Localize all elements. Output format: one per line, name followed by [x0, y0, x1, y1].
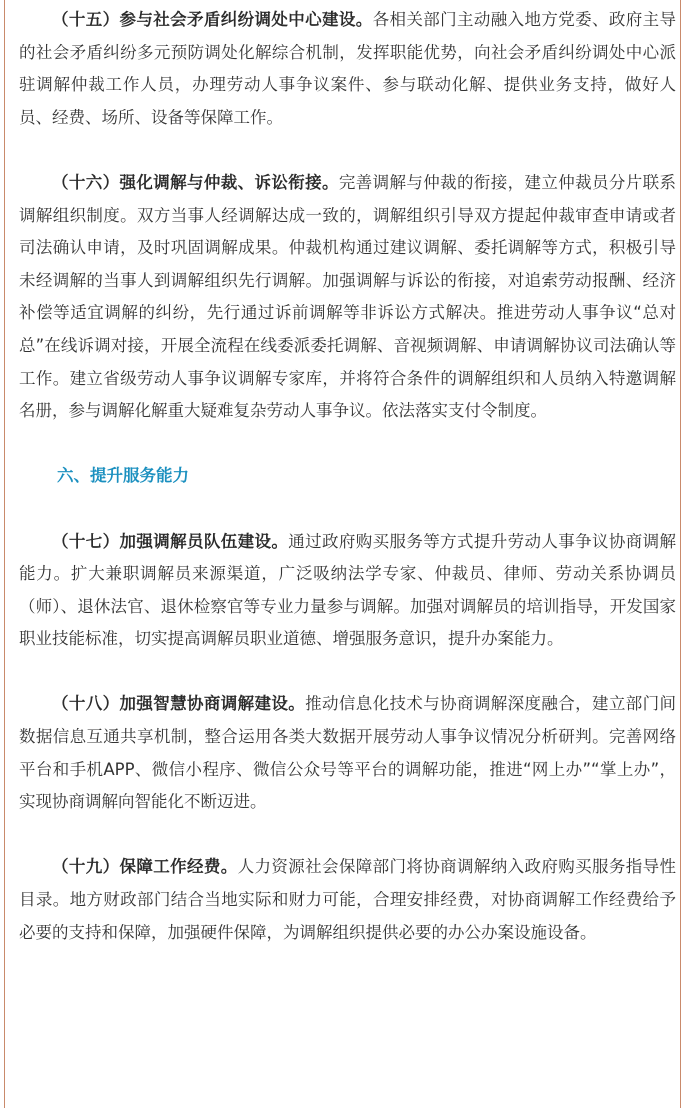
- paragraph-19: [19, 851, 676, 949]
- paragraph-18: [19, 688, 676, 818]
- paragraph-16-lead: （十六）强化调解与仲裁、诉讼衔接。: [52, 172, 339, 192]
- paragraph-17-lead: （十七）加强调解员队伍建设。: [52, 531, 289, 551]
- article-content: [19, 4, 676, 949]
- paragraph-15-lead: （十五）参与社会矛盾纠纷调处中心建设。: [52, 10, 373, 29]
- article-frame: [4, 0, 681, 1108]
- paragraph-16-body: 完善调解与仲裁的衔接，建立仲裁员分片联系调解组织制度。双方当事人经调解达成一致的，调解组织引导双方提起仲裁审查申请或者司法确认申请，及时巩固调解成果。仲裁机构通过建议调解、委托调解等方式，积极引导未经调解的当事人到调解组织先行调解。加强调解与诉讼的衔接，对追索劳动报酬、经济补偿等适宜调解的纠纷，先行通过诉前调解等非诉讼方式解决。推进劳动人事争议“总对总”在线诉调对接，开展全流程在线委派委托调解、音视频调解、申请调解协议司法确认等工作。建立省级劳动人事争议调解专家库，并将符合条件的调解组织和人员纳入特邀调解名册，参与调解化解重大疑难复杂劳动人事争议。依法落实支付令制度。: [19, 172, 676, 421]
- paragraph-17: [19, 526, 676, 656]
- spacer: [19, 819, 676, 852]
- section-heading-6: 六、提升服务能力: [57, 466, 189, 486]
- paragraph-19-body: 人力资源社会保障部门将协商调解纳入政府购买服务指导性目录。地方财政部门结合当地实际和财力可能，合理安排经费，对协商调解工作经费给予必要的支持和保障，加强硬件保障，为调解组织提供必要的办公办案设施设备。: [19, 857, 676, 942]
- paragraph-15: [19, 4, 676, 134]
- paragraph-18-lead: （十八）加强智慧协商调解建设。: [52, 694, 306, 714]
- paragraph-16: [19, 167, 676, 428]
- paragraph-15-body: 各相关部门主动融入地方党委、政府主导的社会矛盾纠纷多元预防调处化解综合机制，发挥职能优势，向社会矛盾纠纷调处中心派驻调解仲裁工作人员，办理劳动人事争议案件、参与联动化解、提供业务支持，做好人员、经费、场所、设备等保障工作。: [19, 10, 676, 127]
- spacer: [19, 493, 676, 526]
- spacer: [19, 656, 676, 689]
- paragraph-19-lead: （十九）保障工作经费。: [52, 857, 238, 877]
- paragraph-18-body: 推动信息化技术与协商调解深度融合，建立部门间数据信息互通共享机制，整合运用各类大数据开展劳动人事争议情况分析研判。完善网络平台和手机APP、微信小程序、微信公众号等平台的调解功能，推进“网上办”“掌上办”，实现协商调解向智能化不断迈进。: [19, 694, 676, 812]
- spacer: [19, 428, 676, 461]
- spacer: [19, 134, 676, 167]
- paragraph-17-body: 通过政府购买服务等方式提升劳动人事争议协商调解能力。扩大兼职调解员来源渠道，广泛吸纳法学专家、仲裁员、律师、劳动关系协调员（师）、退休法官、退休检察官等专业力量参与调解。加强对调解员的培训指导，开发国家职业技能标准，切实提高调解员职业道德、增强服务意识，提升办案能力。: [19, 531, 676, 649]
